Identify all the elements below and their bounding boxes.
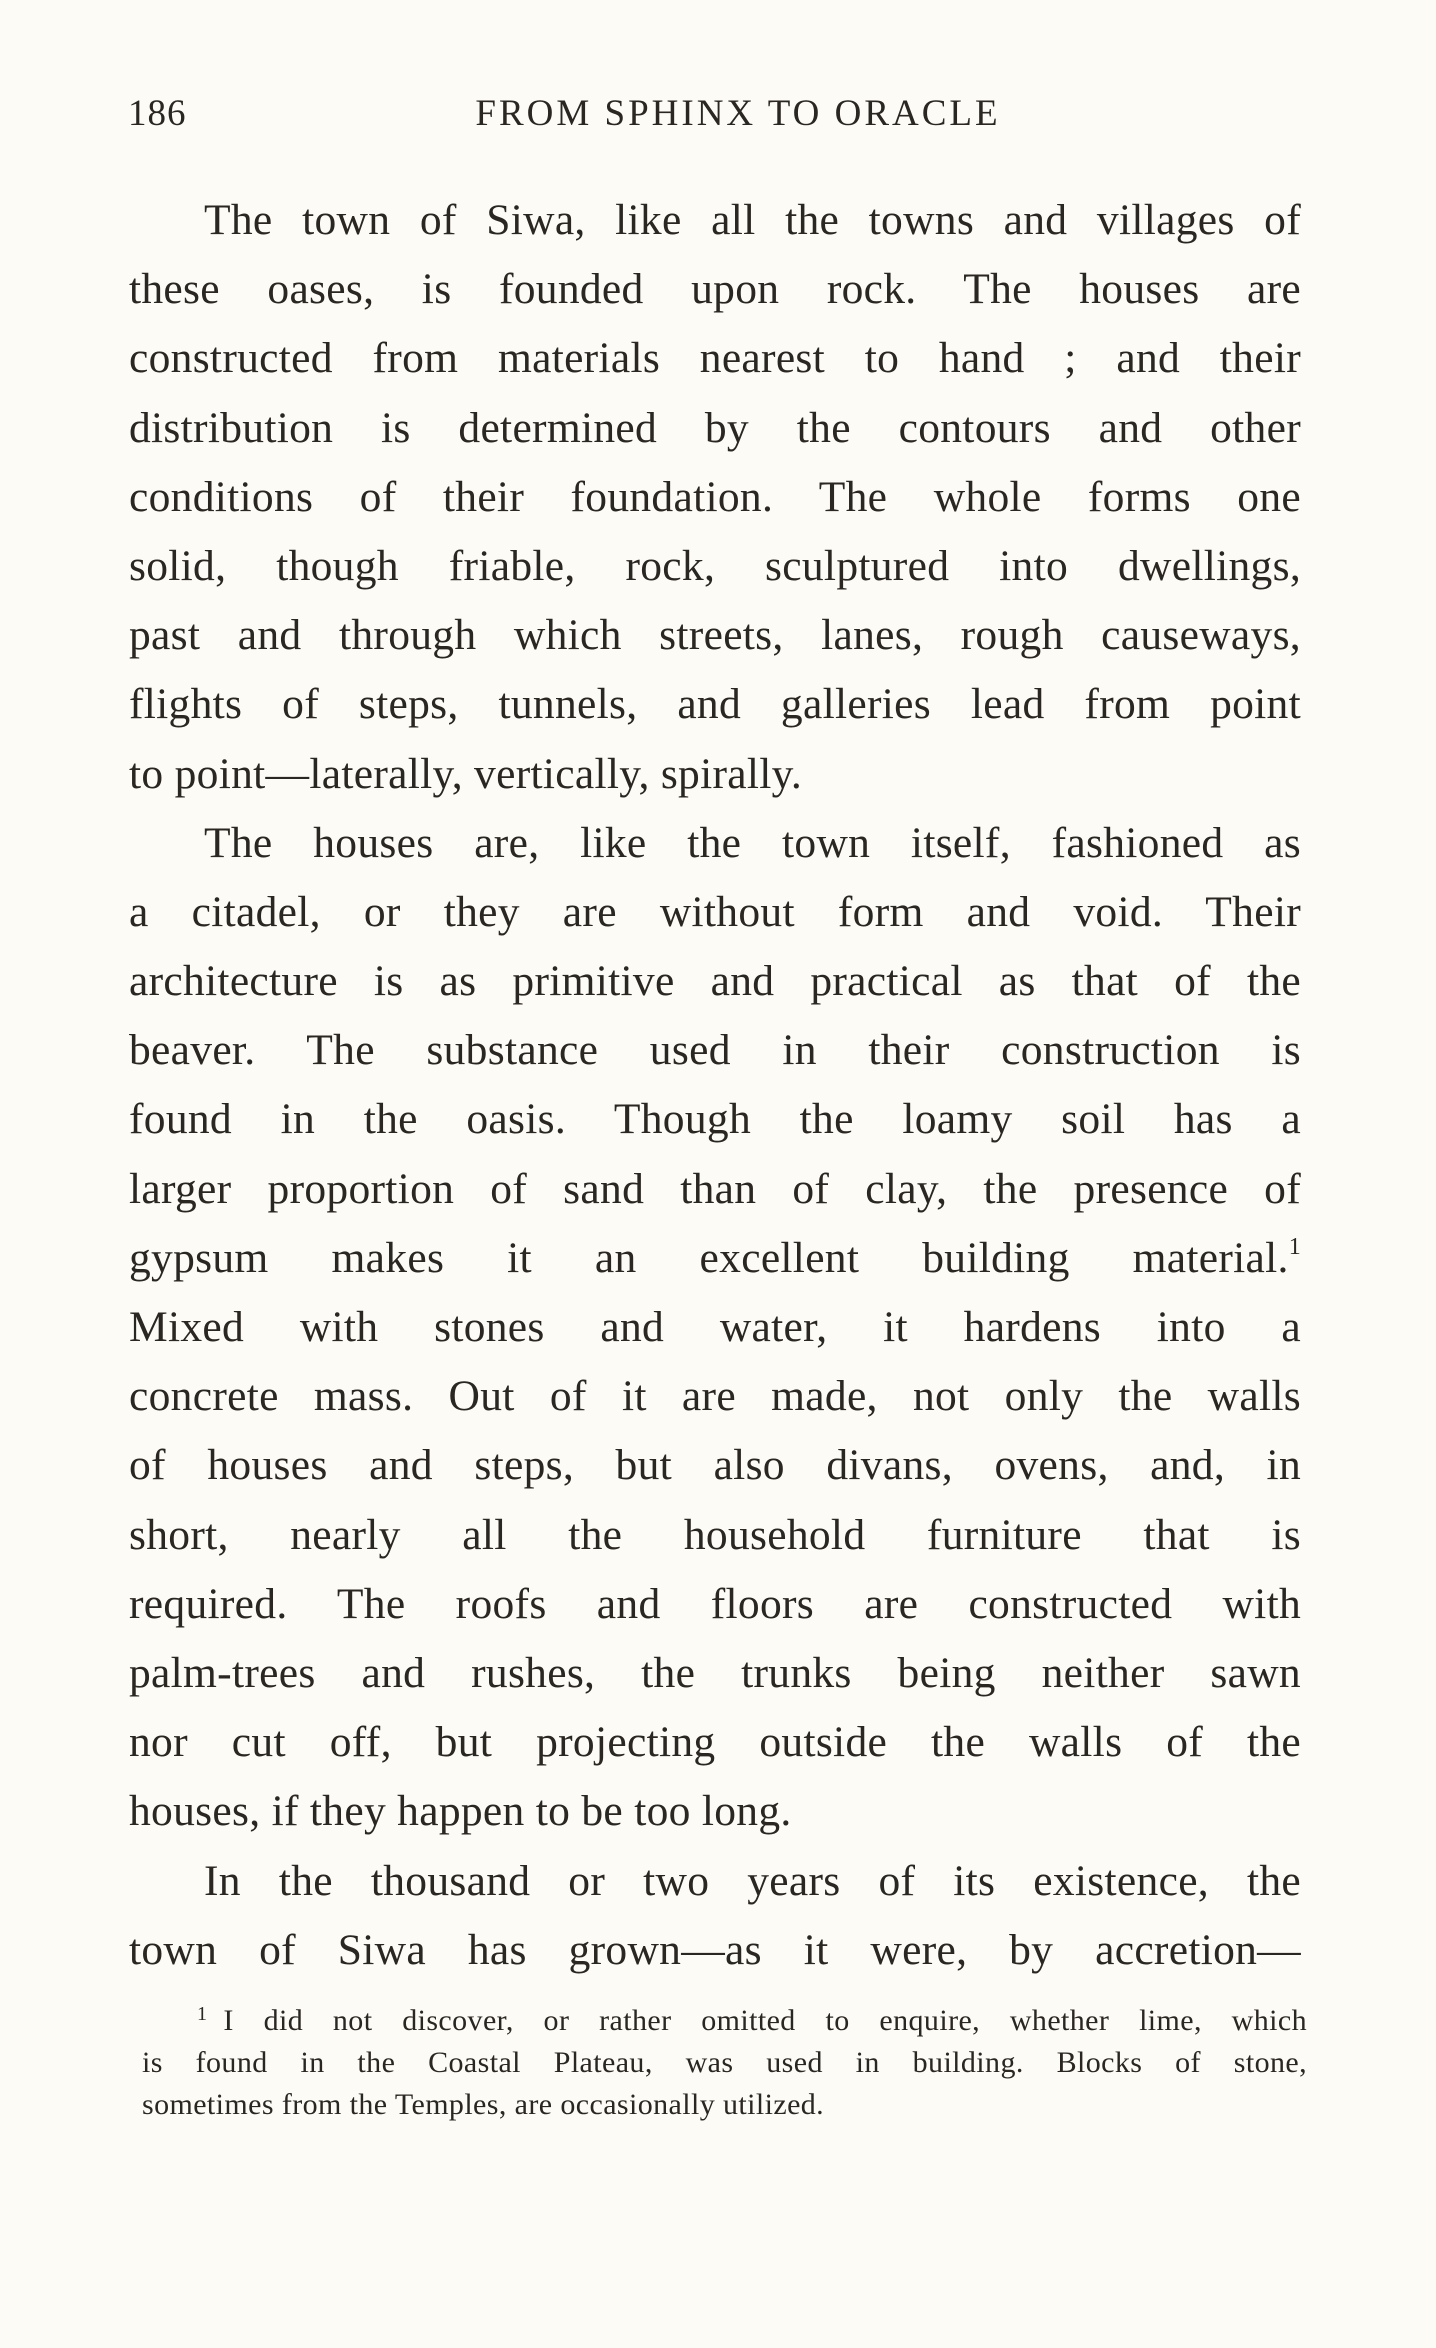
footnote-mark: 1 xyxy=(197,2003,208,2025)
text-line: distribution is determined by the contours and other xyxy=(129,403,1301,452)
footnote-reference[interactable]: 1 xyxy=(1288,1233,1301,1260)
body-text xyxy=(129,186,1301,1985)
text-line: past and through which streets, lanes, rough causeways, xyxy=(129,611,1301,660)
text-line: conditions of their foundation. The whole forms one xyxy=(129,472,1301,521)
text-line: town of Siwa has grown—as it were, by accretion— xyxy=(129,1925,1301,1974)
text-line: larger proportion of sand than of clay, the presence of xyxy=(129,1164,1301,1213)
text-line: a citadel, or they are without form and void. Their xyxy=(129,887,1301,936)
text-line: constructed from materials nearest to hand ; and their xyxy=(129,334,1301,383)
text-line: architecture is as primitive and practical as that of the xyxy=(129,957,1301,1006)
text-line: to point—laterally, vertically, spirally. xyxy=(129,749,803,798)
footnote-line xyxy=(142,2000,1307,2042)
page-number: 186 xyxy=(128,93,187,134)
text-line: In the thousand or two years of its existence, the xyxy=(204,1856,1301,1905)
text-line-with-footnote-ref xyxy=(129,1224,1301,1293)
text-line: The houses are, like the town itself, fashioned as xyxy=(204,818,1301,867)
text-line: of houses and steps, but also divans, ovens, and, in xyxy=(129,1441,1301,1490)
footnote-line: sometimes from the Temples, are occasionally utilized. xyxy=(142,2088,825,2121)
text-line: The town of Siwa, like all the towns and villages of xyxy=(204,196,1301,244)
text-line: required. The roofs and floors are constructed with xyxy=(129,1579,1301,1628)
running-head xyxy=(128,92,1308,142)
text-line: these oases, is founded upon rock. The houses are xyxy=(129,265,1301,314)
text-line: houses, if they happen to be too long. xyxy=(129,1787,792,1836)
text-line: beaver. The substance used in their construction is xyxy=(129,1026,1301,1075)
text-line-content: gypsum makes it an excellent building material. xyxy=(129,1233,1289,1282)
text-line: nor cut off, but projecting outside the walls of the xyxy=(129,1718,1301,1767)
footnote-line: is found in the Coastal Plateau, was used in building. Blocks of stone, xyxy=(142,2046,1307,2079)
running-title: FROM SPHINX TO ORACLE xyxy=(475,93,1001,134)
text-line: concrete mass. Out of it are made, not only the walls xyxy=(129,1372,1301,1421)
text-line: palm-trees and rushes, the trunks being neither sawn xyxy=(129,1648,1301,1697)
text-line: flights of steps, tunnels, and galleries lead from point xyxy=(129,680,1301,729)
text-line: solid, though friable, rock, sculptured into dwellings, xyxy=(129,541,1301,590)
footnote-line-content: I did not discover, or rather omitted to enquire, whether lime, which xyxy=(223,2004,1307,2037)
footnote xyxy=(142,2000,1307,2126)
text-line: Mixed with stones and water, it hardens into a xyxy=(129,1303,1301,1351)
text-line: short, nearly all the household furniture that is xyxy=(129,1510,1301,1559)
text-line: found in the oasis. Though the loamy soil has a xyxy=(129,1095,1301,1144)
